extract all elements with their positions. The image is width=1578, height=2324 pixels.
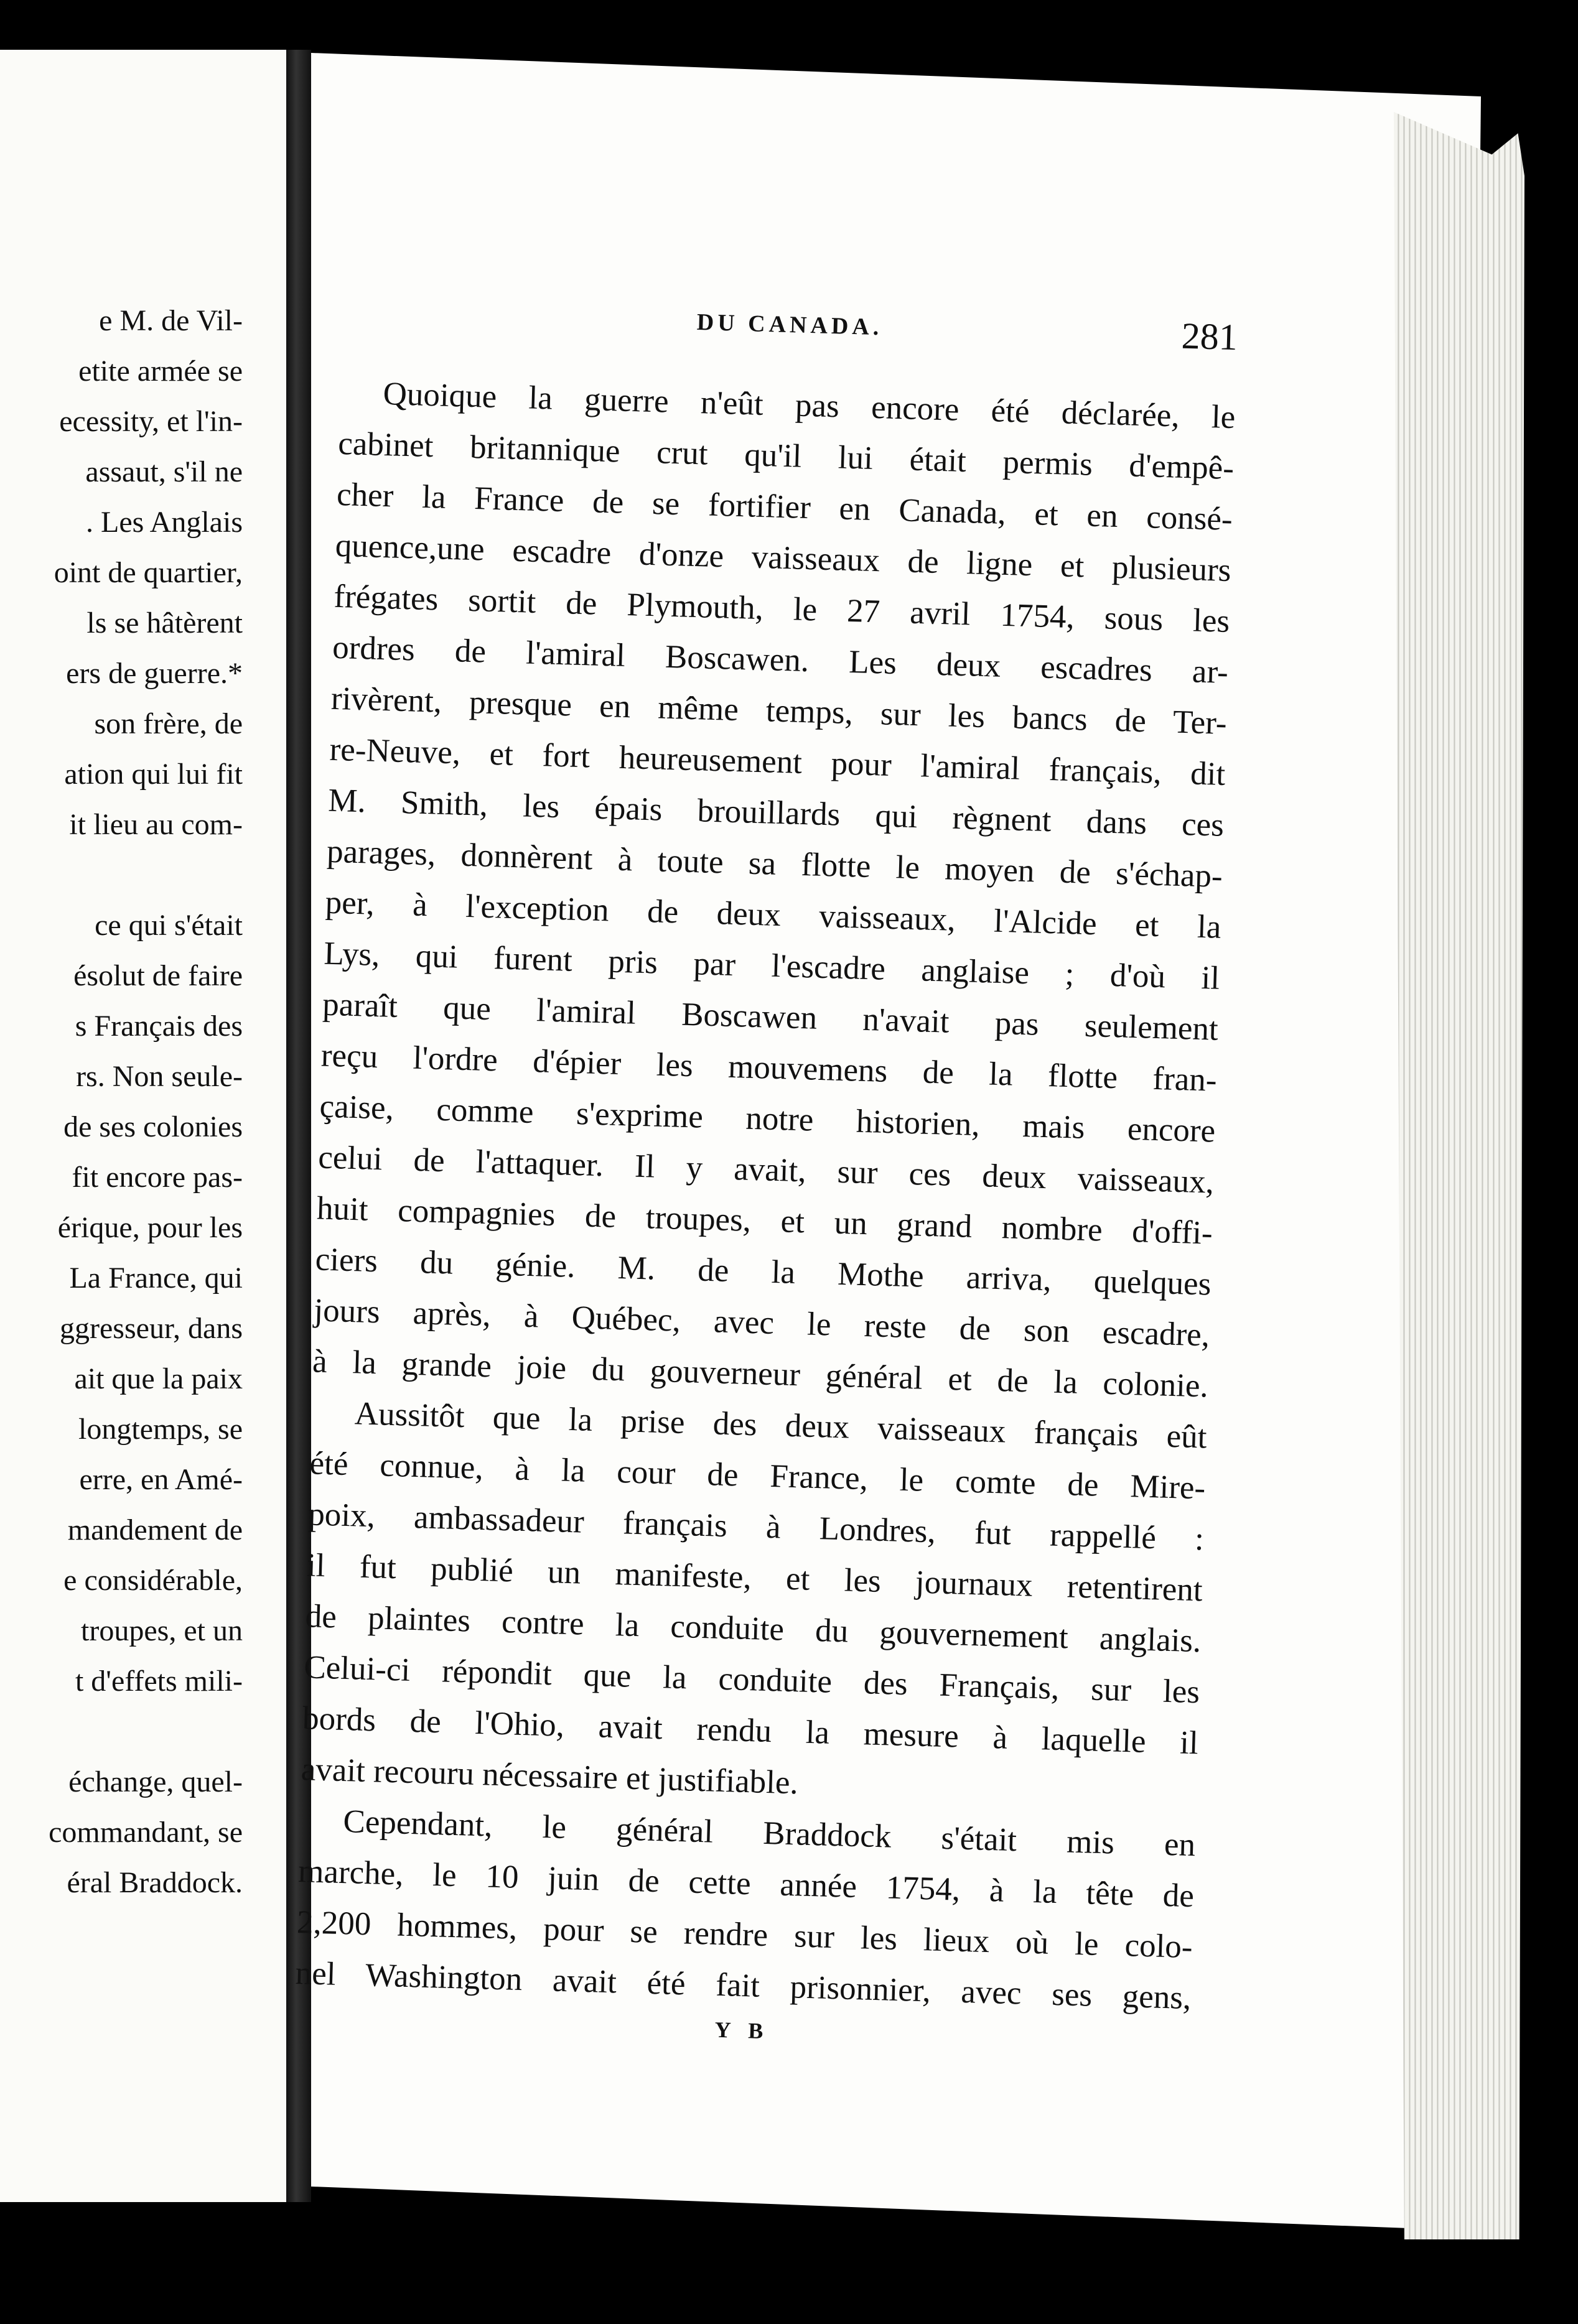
- left-line: ait que la paix: [74, 1362, 243, 1395]
- left-line: ce qui s'était: [95, 909, 243, 942]
- text-line: bords de l'Ohio, avait rendu la mesure à laquelle il: [302, 1700, 1199, 1762]
- left-line: ation qui lui fit: [64, 758, 243, 791]
- running-title: DU CANADA.: [696, 309, 883, 341]
- left-line: e considérable,: [63, 1564, 243, 1597]
- text-line: ordres de l'amiral Boscawen. Les deux escadres ar-: [332, 629, 1229, 690]
- text-line: Aussitôt que la prise des deux vaisseaux français eût: [354, 1395, 1208, 1456]
- text-line: rivèrent, presque en même temps, sur les bancs de Ter-: [330, 680, 1228, 741]
- text-line: 2,200 hommes, pour se rendre sur les lieux où le colo-: [296, 1903, 1193, 1966]
- text-line: reçu l'ordre d'épier les mouvemens de la flotte fran-: [320, 1037, 1218, 1099]
- left-page-text: [0, 295, 243, 1908]
- left-line: ers de guerre.*: [66, 657, 243, 690]
- text-line: cabinet britannique crut qu'il lui était permis d'empê-: [337, 425, 1235, 487]
- left-line: assaut, s'il ne: [85, 455, 243, 488]
- paragraph: [301, 1387, 1208, 1820]
- left-line: erre, en Amé-: [79, 1463, 243, 1496]
- left-line: rs. Non seule-: [76, 1060, 243, 1093]
- left-line: ls se hâtèrent: [86, 607, 243, 639]
- text-line: à la grande joie du gouverneur général et de la colonie.: [312, 1343, 1209, 1405]
- text-line: re-Neuve, et fort heureusement pour l'amiral français, dit: [329, 731, 1226, 792]
- text-line: il fut publié un manifeste, et les journaux retentirent: [306, 1547, 1203, 1609]
- text-line: été connue, à la cour de France, le comte de Mire-: [309, 1445, 1206, 1507]
- page-edges: [1394, 112, 1524, 2239]
- left-line: oint de quartier,: [54, 556, 243, 589]
- page-number: 281: [1180, 315, 1238, 358]
- left-line: e M. de Vil-: [99, 304, 243, 337]
- text-line: celui de l'attaquer. Il y avait, sur ces deux vaisseaux,: [317, 1139, 1215, 1201]
- signature-mark: Y B: [714, 2017, 770, 2044]
- text-line: M. Smith, les épais brouillards qui règnent dans ces: [327, 782, 1225, 844]
- text-line: Cependant, le général Braddock s'était mis en: [342, 1803, 1196, 1864]
- left-line: échange, quel-: [68, 1765, 243, 1798]
- text-line: cher la France de se fortifier en Canada, et en consé-: [336, 476, 1233, 538]
- left-line: troupes, et un: [81, 1614, 243, 1647]
- left-line: . Les Anglais: [86, 506, 243, 539]
- left-line: t d'effets mili-: [75, 1665, 243, 1698]
- left-line: de ses colonies: [63, 1110, 243, 1143]
- text-line: frégates sortit de Plymouth, le 27 avril 1754, sous les: [333, 578, 1230, 640]
- text-line: çaise, comme s'exprime notre historien, mais encore: [319, 1088, 1216, 1150]
- text-line: per, à l'exception de deux vaisseaux, l'Alcide et la: [325, 884, 1222, 946]
- left-line: commandant, se: [49, 1816, 243, 1849]
- text-line: huit compagnies de troupes, et un grand nombre d'offi-: [316, 1190, 1213, 1252]
- text-line: de plaintes contre la conduite du gouvernement anglais.: [305, 1598, 1202, 1660]
- text-line: marche, le 10 juin de cette année 1754, à la tête de: [297, 1853, 1195, 1915]
- left-line-gap: [0, 1706, 243, 1757]
- left-page: [0, 50, 296, 2202]
- body-text: [295, 367, 1236, 2024]
- text-line: jours après, à Québec, avec le reste de son escadre,: [313, 1292, 1210, 1354]
- left-line: longtemps, se: [78, 1413, 243, 1446]
- text-line: parages, donnèrent à toute sa flotte le moyen de s'échap-: [326, 833, 1223, 895]
- left-line: it lieu au com-: [69, 808, 243, 841]
- text-line: avait recouru nécessaire et justifiable.: [301, 1751, 799, 1801]
- left-line: éral Braddock.: [67, 1866, 243, 1899]
- left-line: s Français des: [75, 1010, 243, 1043]
- left-line: fit encore pas-: [72, 1161, 243, 1194]
- left-line: son frère, de: [94, 707, 243, 740]
- text-line: quence,une escadre d'onze vaisseaux de ligne et plusieurs: [335, 527, 1232, 589]
- left-line: etite armée se: [78, 355, 243, 388]
- text-line: ciers du génie. M. de la Mothe arriva, quelques: [315, 1241, 1212, 1303]
- paragraph: [295, 1795, 1197, 2024]
- text-line: paraît que l'amiral Boscawen n'avait pas seulement: [322, 986, 1219, 1048]
- left-line: ecessity, et l'in-: [59, 405, 243, 438]
- text-line: poix, ambassadeur français à Londres, fut rappellé :: [307, 1496, 1205, 1558]
- text-line: nel Washington avait été fait prisonnier, avec ses gens,: [294, 1954, 1192, 2017]
- text-line: Celui-ci répondit que la conduite des Français, sur les: [303, 1649, 1200, 1711]
- text-line: Lys, qui furent pris par l'escadre anglaise ; d'où il: [323, 935, 1220, 997]
- left-line: érique, pour les: [57, 1211, 243, 1244]
- paragraph: [312, 367, 1236, 1412]
- left-line: ésolut de faire: [73, 959, 243, 992]
- right-page-content: [294, 299, 1238, 2056]
- text-line: Quoique la guerre n'eût pas encore été déclarée, le: [382, 375, 1236, 436]
- left-line: mandement de: [67, 1513, 243, 1546]
- left-line: La France, qui: [69, 1262, 243, 1294]
- left-line-gap: [0, 850, 243, 900]
- left-line: ggresseur, dans: [60, 1312, 243, 1345]
